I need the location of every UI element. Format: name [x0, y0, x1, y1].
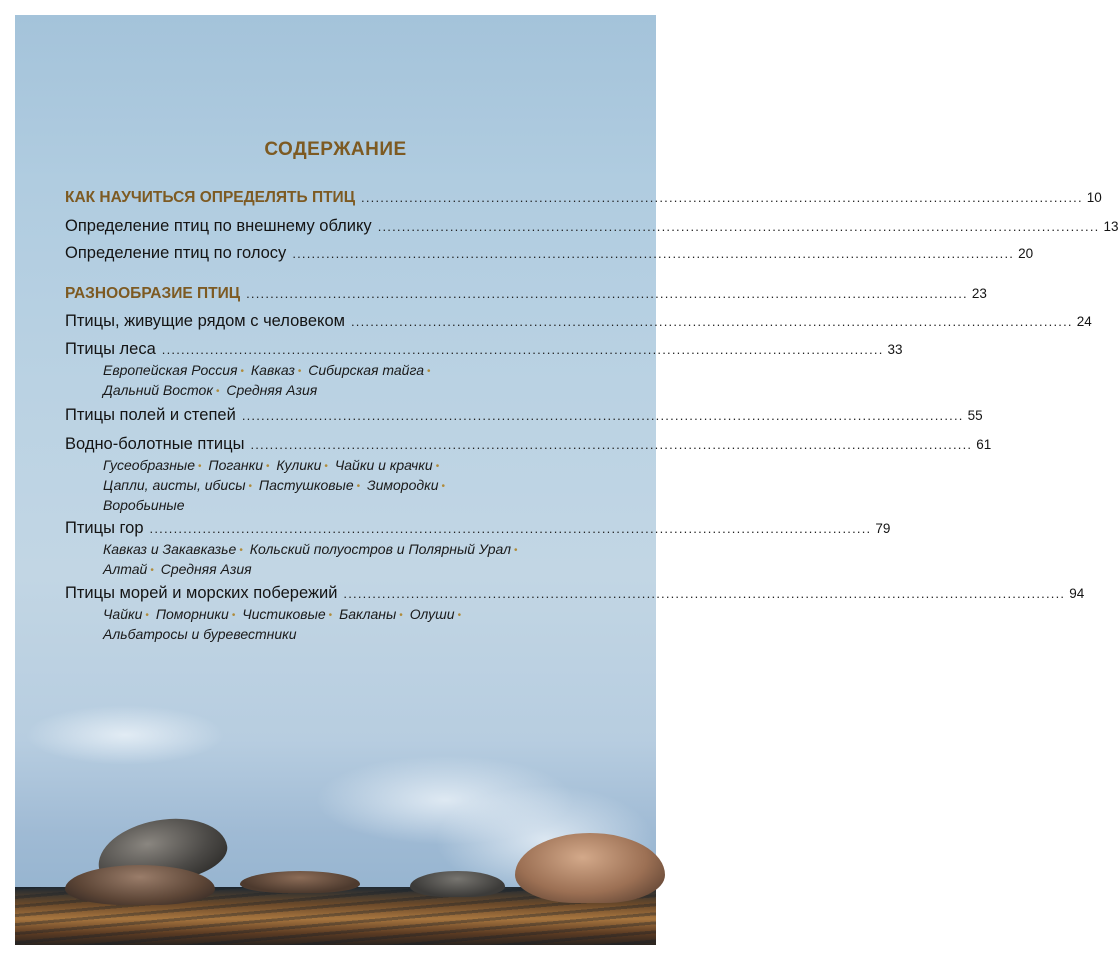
toc-entry-label: Птицы полей и степей: [65, 406, 236, 424]
leader-dots: ......................................................................................................................................................: [246, 286, 968, 301]
bullet-separator: •: [248, 481, 253, 492]
rock: [65, 865, 215, 905]
page-number: 10: [1086, 190, 1102, 205]
subtopic: Чистиковые: [242, 606, 326, 622]
page-number: 20: [1018, 246, 1034, 261]
bullet-separator: •: [215, 386, 220, 397]
page-number: 61: [976, 437, 992, 452]
toc-entry: [65, 244, 1034, 263]
subtopics: [103, 605, 543, 644]
rock: [240, 871, 360, 893]
subtopic: Цапли, аисты, ибисы: [103, 477, 246, 493]
bullet-separator: •: [324, 461, 328, 472]
leader-dots: ......................................................................................................................................................: [361, 190, 1083, 205]
bullet-separator: •: [145, 610, 149, 621]
toc-entry: [65, 406, 983, 425]
bullet-separator: •: [198, 461, 202, 472]
subtopic: Пастушковые: [258, 477, 354, 493]
page-number: 13: [1103, 219, 1119, 234]
subtopic: Чайки и крачки: [334, 457, 433, 473]
bullet-separator: •: [441, 481, 446, 492]
book-page: [15, 15, 1119, 945]
cloud: [25, 705, 225, 765]
page-number: 24: [1076, 314, 1092, 329]
subtopic: Воробьиные: [103, 497, 185, 513]
bullet-separator: •: [239, 545, 243, 556]
toc-entry: [65, 285, 987, 303]
leader-dots: ......................................................................................................................................................: [343, 586, 1066, 601]
toc-entry: [65, 435, 992, 515]
leader-dots: ......................................................................................................................................................: [377, 219, 1100, 234]
bullet-separator: •: [399, 610, 403, 621]
page-number: 33: [887, 342, 903, 357]
toc-entry: [65, 217, 1119, 236]
subtopic: Кавказ: [250, 362, 295, 378]
bullet-separator: •: [266, 461, 270, 472]
subtopic: Кольский полуостров и Полярный Урал: [249, 541, 512, 557]
toc-title: СОДЕРЖАНИЕ: [264, 139, 407, 160]
bullet-separator: •: [356, 481, 361, 492]
leader-dots: ......................................................................................................................................................: [350, 314, 1073, 329]
bullet-separator: •: [514, 545, 518, 556]
subtopic: Поганки: [208, 457, 263, 473]
bullet-separator: •: [457, 610, 462, 621]
leader-dots: ......................................................................................................................................................: [149, 521, 872, 536]
toc-entry-label: Птицы гор: [65, 519, 144, 537]
toc-entry: [65, 340, 903, 401]
page-number: 55: [967, 408, 983, 423]
page-number: 94: [1069, 586, 1085, 601]
subtopics: [103, 540, 543, 580]
leader-dots: ......................................................................................................................................................: [250, 437, 973, 452]
toc-section-heading: РАЗНООБРАЗИЕ ПТИЦ: [65, 285, 241, 302]
subtopic: Поморники: [155, 606, 229, 622]
toc-entry: [65, 519, 891, 580]
subtopic: Гусеобразные: [103, 457, 196, 473]
bullet-separator: •: [435, 461, 440, 472]
bullet-separator: •: [240, 366, 245, 377]
subtopic: Чайки: [103, 606, 143, 622]
toc-entry-label: Определение птиц по внешнему облику: [65, 217, 372, 235]
toc-entry-label: Птицы леса: [65, 340, 156, 358]
toc-entry: [65, 584, 1085, 644]
leader-dots: ......................................................................................................................................................: [161, 342, 884, 357]
leader-dots: ......................................................................................................................................................: [292, 246, 1015, 261]
subtopic: Средняя Азия: [160, 561, 252, 577]
bullet-separator: •: [150, 565, 154, 576]
bullet-separator: •: [297, 366, 302, 377]
subtopic: Дальний Восток: [103, 382, 213, 398]
subtopic: Европейская Россия: [103, 362, 238, 378]
subtopic: Олуши: [409, 606, 455, 622]
toc-entry-label: Птицы, живущие рядом с человеком: [65, 312, 345, 330]
subtopic: Алтай: [103, 561, 148, 577]
leader-dots: ......................................................................................................................................................: [241, 408, 964, 423]
toc-entry-label: Водно-болотные птицы: [65, 435, 245, 453]
subtopic: Зимородки: [367, 477, 439, 493]
page-number: 79: [875, 521, 891, 536]
subtopic: Средняя Азия: [226, 382, 318, 398]
subtopic: Альбатросы и буревестники: [103, 626, 297, 642]
toc-entry: [65, 189, 1102, 207]
toc-entry-label: Птицы морей и морских побережий: [65, 584, 338, 602]
bullet-separator: •: [426, 366, 431, 377]
subtopic: Кулики: [276, 457, 322, 473]
subtopic: Бакланы: [339, 606, 397, 622]
subtopics: [103, 361, 543, 401]
bullet-separator: •: [231, 610, 236, 621]
toc-entry-label: Определение птиц по голосу: [65, 244, 287, 262]
toc-entry: [65, 312, 1092, 331]
bullet-separator: •: [328, 610, 333, 621]
toc-section-heading: КАК НАУЧИТЬСЯ ОПРЕДЕЛЯТЬ ПТИЦ: [65, 189, 356, 206]
subtopic: Кавказ и Закавказье: [103, 541, 237, 557]
subtopics: [103, 456, 543, 515]
rock: [410, 871, 505, 897]
subtopic: Сибирская тайга: [308, 362, 424, 378]
page-number: 23: [971, 286, 987, 301]
